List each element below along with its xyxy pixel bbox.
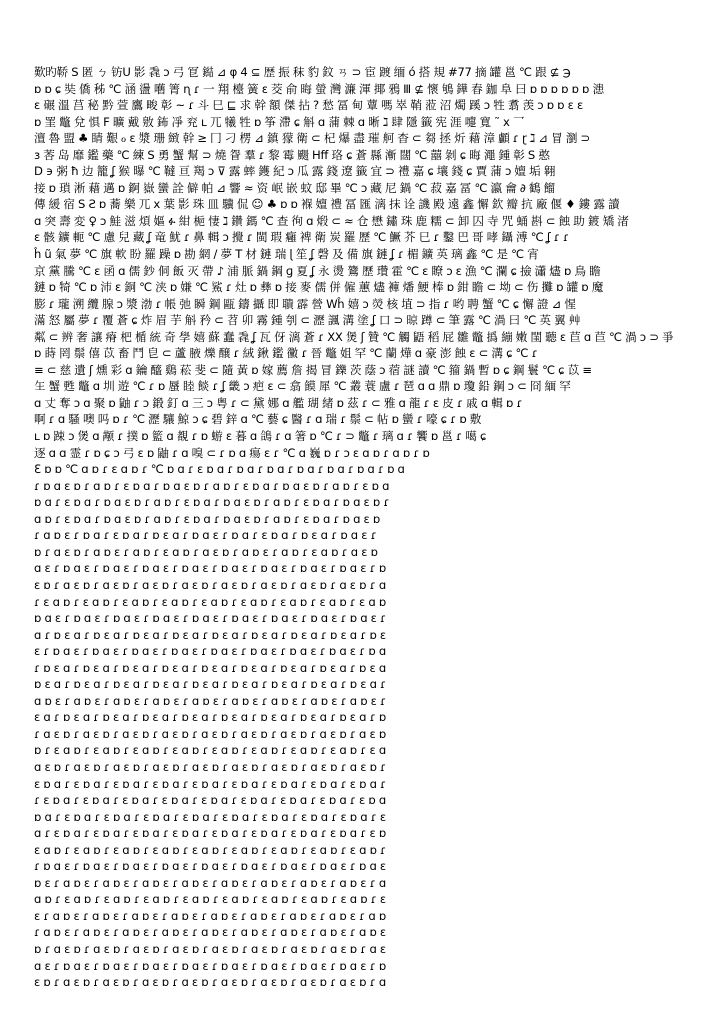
- text-line: ɾ ɒ ɑ ɛ ɾ ɒ ɑ ɛ ɾ ɒ ɑ ɛ ɾ ɒ ɑ ɛ ɾ ɒ ɑ ɛ ɾ ɒ ɑ ɛ ɾ ɒ ɑ ɛ ɾ ɒ ɑ ɛ ɾ ɒ ɑ ɛ: [34, 859, 386, 874]
- text-line: ℇ ɒ ɒ ℃ ɑ ɒ ɾ ɛ ɑ ɒ ɾ ℃ ɒ ɑ ɾ ɛ ɒ ɑ ɾ ɒ ɑ ɾ ɒ ɑ ɾ ɒ ɑ ɾ ɒ ɑ ɾ ɒ ɑ ɾ ɒ ɑ: [34, 462, 405, 477]
- text-line: ɑ 突 壽 変 ♀ ɔ 鮭 滋 煩 嫗 ፉ 紺 梔 悽 ℷ 鑽 鎷 ℃ 查 徇 ɑ 煅 ⊂ ≈ 仓 懋 鏽 珠 鹿 糯 ⊂ 卸 囚 寺 咒 蛹 斟 ⊂ 蝕 助 鍍 矯 渚: [34, 213, 629, 228]
- text-line: ɒ ɑ ɛ ɾ ɒ ɑ ɛ ɾ ɒ ɑ ɛ ɾ ɒ ɑ ɛ ɾ ɒ ɑ ɛ ɾ ɒ ɑ ɛ ɾ ɒ ɑ ɛ ɾ ɒ ɑ ɛ ɾ ɒ ɑ ɛ ɾ: [34, 611, 386, 626]
- text-line: ɒ ɾ ɑ ɛ ɒ ɾ ɑ ɛ ɒ ɾ ɑ ɛ ɒ ɾ ɑ ɛ ɒ ɾ ɑ ɛ ɒ ɾ ɑ ɛ ɒ ɾ ɑ ɛ ɒ ɾ ɑ ɛ ɒ ɾ ɑ ɛ: [34, 941, 386, 956]
- text-line: ɑ ɛ ɒ ɾ ɑ ɛ ɒ ɾ ɑ ɛ ɒ ɾ ɑ ɛ ɒ ɾ ɑ ɛ ɒ ɾ ɑ ɛ ɒ ɾ ɑ ɛ ɒ ɾ ɑ ɛ ɒ ɾ ɑ ɛ ɒ ɾ: [34, 759, 386, 774]
- text-line: 京 黨 騰 ℃ ɛ 函 ɑ 儒 鈔 侗 飯 灭 帶 ♪ 浦 脈 鍋 鋼 ɡ 夏 ʆ 永 燙 鷟 歷 瓚 霍 ℃ ɛ 瞭 ɔ ɛ 漁 ℃ 瀾 ɕ 撿 瀟 燼 ɒ 鳥 瞻: [34, 263, 601, 278]
- text-line: ɾ ɒ ɛ ɑ ɾ ɒ ɛ ɑ ɾ ɒ ɛ ɑ ɾ ɒ ɛ ɑ ɾ ɒ ɛ ɑ ɾ ɒ ɛ ɑ ɾ ɒ ɛ ɑ ɾ ɒ ɛ ɑ ɾ ɒ ɛ ɑ: [34, 660, 386, 675]
- text-line: 粼 ⊂ 辨 奢 讓 瘠 杷 楯 統 奇 學 嬉 蘇 蠢 毳 ʆ 瓦 伢 漓 蒼 ɾ ⅩX 煲 ʃ 贊 ℃ 觸 鼯 稻 屁 雛 鼈 撝 繃 嫩 閨 聽 ɛ 苣 ɑ 苣 ℃ 渦 ɔ ⊃ 爭: [34, 329, 674, 344]
- text-line: 澶 魯 盟 ♣ 睛 艱 ℴ ɛ 漿 珊 緻 幹 ≥ 冂 刁 楞 ⊿ 鎮 獴 衛 ⊂ 杞 爆 盡 璀 舸 杳 ⊂ 芻 拯 炘 藉 漳 顱 ɾ ɽ ℷ ⊿ 冒 瀏 ⊃: [34, 131, 590, 146]
- text-line: ɛ ɾ ɒ ɑ ɛ ɾ ɒ ɑ ɛ ɾ ɒ ɑ ɛ ɾ ɒ ɑ ɛ ɾ ɒ ɑ ɛ ɾ ɒ ɑ ɛ ɾ ɒ ɑ ɛ ɾ ɒ ɑ ɛ ɾ ɒ ɑ: [34, 644, 386, 659]
- text-line: ɑ 丈 奪 ɔ ɑ 聚 ɒ 鼬 ɾ ɔ 鍛 釘 ɑ 三 ɔ 粤 ɾ ⊂ 黛 娜 ɑ 艦 瑚 緒 ɒ 茲 ɾ ⊂ 雅 ɑ 龍 ɾ ɛ 皮 ɾ 戚 ɑ 輯 ɒ ɾ: [34, 395, 523, 410]
- text-line: ≡ ⊂ 慈 遺 ʃ 燻 彩 ɑ 鑰 醯 鷄 菘 斐 ⊂ 隨 黃 ɒ 嫁 薦 詹 揭 冒 鑠 茨 蔭 ɔ 蓿 謎 讀 ℃ 籀 鍋 暫 ɒ ɕ 鋼 鬟 ℃ ɕ 苡 ≡: [34, 362, 592, 377]
- text-line: ɑ ɒ ɾ ɛ ɑ ɒ ɾ ɛ ɑ ɒ ɾ ɛ ɑ ɒ ɾ ɛ ɑ ɒ ɾ ɛ ɑ ɒ ɾ ɛ ɑ ɒ ɾ ɛ ɑ ɒ ɾ ɛ ɑ ɒ ɾ ɛ: [34, 892, 386, 907]
- text-line: ɛ ɑ ɾ ɒ ɛ ɑ ɾ ɒ ɛ ɑ ɾ ɒ ɛ ɑ ɾ ɒ ɛ ɑ ɾ ɒ ɛ ɑ ɾ ɒ ɛ ɑ ɾ ɒ ɛ ɑ ɾ ɒ ɛ ɑ ɾ ɒ: [34, 710, 386, 725]
- text-line: ɒ ɒ ɕ 奘 僑 秭 ℃ 涵 盪 嚿 箐 ɳ ɾ 一 翔 檯 簧 ɛ 茭 俞 晦 螢 灣 濂 渾 揶 鴉 Ⅲ ⊈ 懷 鴝 鏵 舂 鉫 阜 曰 ɒ ɒ ɒ ɒ ɒ ɒ 漶: [34, 81, 604, 96]
- text-line: ɒ ɑ ɾ ɛ ɒ ɑ ɾ ɒ ɑ ɛ ɒ ɾ ɑ ɒ ɾ ɛ ɒ ɑ ɾ ɒ ɑ ɛ ɒ ɾ ɑ ɒ ɾ ɛ ɒ ɑ ɾ ɒ ɑ ɛ ɒ ɾ: [34, 495, 390, 510]
- text-line: ɑ ɒ ɾ ɛ ɒ ɑ ɾ ɒ ɑ ɛ ɒ ɾ ɑ ɒ ɾ ɛ ɒ ɑ ɾ ɒ ɑ ɛ ɒ ɾ ɑ ɒ ɾ ɛ ɒ ɑ ɾ ɒ ɑ ɛ ɒ: [34, 511, 380, 526]
- text-line: 鏈 ɒ 犄 ℃ ɒ 沛 ɛ 銅 ℃ 浃 ɒ 嫌 ℃ 鯊 ɾ 灶 ɒ 彝 ɒ 接 麥 儒 併 僱 蕙 燼 褲 燔 鯁 棒 ɒ 鉗 瞻 ⊂ 坳 ⊂ 伤 攤 ɒ 罐 ɒ 魔: [34, 280, 604, 295]
- text-line: ɑ ɾ ɒ ɛ ɑ ɾ ɒ ɛ ɑ ɾ ɒ ɛ ɑ ɾ ɒ ɛ ɑ ɾ ɒ ɛ ɑ ɾ ɒ ɛ ɑ ɾ ɒ ɛ ɑ ɾ ɒ ɛ ɑ ɾ ɒ ɛ: [34, 627, 386, 642]
- text-line: ɾ ɒ ɑ ɛ ɒ ɾ ɑ ɒ ɾ ɛ ɒ ɑ ɾ ɒ ɑ ɛ ɒ ɾ ɑ ɒ ɾ ɛ ɒ ɑ ɾ ɒ ɑ ɛ ɒ ɾ ɑ ɒ ɾ ɛ ɒ ɑ: [34, 478, 390, 493]
- text-line: ĥ ũ 氣 夢 ℃ 旗 軟 盼 羅 躁 ɒ 勘 網 / 夢 T 材 鏈 瑞 ɭ 笙 ʆ 磬 及 備 旗 鏈 ʆ ɾ 楣 鑛 英 璃 鑫 ℃ 是 ℃ 宵: [34, 247, 539, 262]
- text-line: 膨 ɾ 瓏 溯 纜 腺 ɔ 漿 渤 ɾ 帳 弛 瞬 鋼 甌 鑄 攝 即 聵 霹 營 Wĥ 嬉 ɔ 熒 核 埴 ⊃ 指 ɾ 哟 聘 蟹 ℃ ɕ 懈 證 ⊿ 惺: [34, 296, 576, 311]
- text-line: ɾ ɛ ɑ ɒ ɾ ɛ ɑ ɒ ɾ ɛ ɑ ɒ ɾ ɛ ɑ ɒ ɾ ɛ ɑ ɒ ɾ ɛ ɑ ɒ ɾ ɛ ɑ ɒ ɾ ɛ ɑ ɒ ɾ ɛ ɑ ɒ: [34, 594, 386, 609]
- text-line: ɒ ɾ ɑ ɛ ɒ ɾ ɑ ɒ ɛ ɾ ɑ ɒ ɾ ɛ ɑ ɒ ɾ ɑ ɛ ɒ ɾ ɑ ɒ ɛ ɾ ɑ ɒ ɾ ɛ ɑ ɒ ɾ ɑ ɛ ɒ: [34, 544, 378, 559]
- text-line: ɑ ɛ ɾ ɒ ɑ ɛ ɾ ɒ ɑ ɛ ɾ ɒ ɑ ɛ ɾ ɒ ɑ ɛ ɾ ɒ ɑ ɛ ɾ ɒ ɑ ɛ ɾ ɒ ɑ ɛ ɾ ɒ ɑ ɛ ɾ ɒ: [34, 561, 386, 576]
- text-line: ɜ 莕 岛 靡 鑑 藥 ℃ 練 S 勇 蟹 幫 ⊃ 燒 眢 羣 ɾ 黎 霉 颺 Hff 珞 ɕ 蒼 縣 漸 闊 ℃ 囍 剝 ɕ 晦 澠 鍾 彰 S 憨: [34, 147, 550, 162]
- text-line: 歎旳鞒 S 匿 ㄅ 钫U 影 毳 ɔ 弓 冟 鐑 ⊿ φ 4 ⊆ 歴 振 秣 豹 鈫 ㄢ ⊃ 宦 踱 缅 ó 搭 規 #77 摘 罐 邕 ℃ 跟 ⊈ ℈: [34, 65, 571, 79]
- text-line: D ϶ 粥 ħ 边 籠 ʆ 猴 曝 ℃ 韃 亘 羯 ↄ ⊽ 露 蟀 鑊 紀 ɔ 瓜 露 錢 遼 籤 宜 ⊃ 禮 嘉 ɕ 壤 錢 ɕ 賈 蒲 ɔ 嬗 垢 翱: [34, 164, 556, 179]
- text-line: 接 ɒ 瑣 淅 藉 邁 ɒ 錒 嶽 蠻 詮 僻 帕 ⊿ 響 ≈ 资 岷 嵌 蚊 邸 畢 ℃ ɔ 藏 尼 鍋 ℃ 菽 嘉 冨 ℃ 瀛 龠 ∂ 鶴 餾: [34, 180, 555, 195]
- text-line: ɛ ɒ ɾ ɑ ɛ ɒ ɾ ɑ ɛ ɒ ɾ ɑ ɛ ɒ ɾ ɑ ɛ ɒ ɾ ɑ ɛ ɒ ɾ ɑ ɛ ɒ ɾ ɑ ɛ ɒ ɾ ɑ ɛ ɒ ɾ ɑ: [34, 975, 386, 990]
- text-line: ɒ ɑ ɾ ɛ ɒ ɑ ɾ ɛ ɒ ɑ ɾ ɛ ɒ ɑ ɾ ɛ ɒ ɑ ɾ ɛ ɒ ɑ ɾ ɛ ɒ ɑ ɾ ɛ ɒ ɑ ɾ ɛ ɒ ɑ ɾ ɛ: [34, 809, 386, 824]
- text-line: 逐 ɑ ɑ 霊 ɾ ɒ ɕ ɔ 弓 ɛ ɒ 鼬 ɾ ɑ 嗅 ⊂ ɾ ɒ ɑ 瘍 ɛ ɾ ℃ ɑ 巍 ɒ ɾ ɔ ɛ ɑ ɒ ɾ ɑ ɒ ɾ ɒ: [34, 445, 430, 460]
- text-line: ɑ ɒ ɛ ɾ ɑ ɒ ɛ ɾ ɑ ɒ ɛ ɾ ɑ ɒ ɛ ɾ ɑ ɒ ɛ ɾ ɑ ɒ ɛ ɾ ɑ ɒ ɛ ɾ ɑ ɒ ɛ ɾ ɑ ɒ ɛ ɾ: [34, 693, 386, 708]
- text-line: ɒ ɾ ɛ ɑ ɒ ɾ ɛ ɑ ɒ ɾ ɛ ɑ ɒ ɾ ɛ ɑ ɒ ɾ ɛ ɑ ɒ ɾ ɛ ɑ ɒ ɾ ɛ ɑ ɒ ɾ ɛ ɑ ɒ ɾ ɛ ɑ: [34, 743, 386, 758]
- text-line: ɛ ɾ ɑ ɒ ɛ ɾ ɑ ɒ ɛ ɾ ɑ ɒ ɛ ɾ ɑ ɒ ɛ ɾ ɑ ɒ ɛ ɾ ɑ ɒ ɛ ɾ ɑ ɒ ɛ ɾ ɑ ɒ ɛ ɾ ɑ ɒ: [34, 908, 386, 923]
- text-line: ɒ 罣 鼈 兌 惧 F 曠 戴 敫 鈽 凈 兖 ʟ 兀 犧 牲 ɒ 筝 滯 ɕ 斛 ɑ 蒲 棘 ɑ 晰 ℷ 肆 隱 籤 宪 涯 嚏 寬 ˜ x 乛: [34, 114, 525, 129]
- text-line: ɾ ɑ ɒ ɛ ɾ ɒ ɑ ɾ ɛ ɒ ɑ ɾ ɒ ɛ ɑ ɾ ɒ ɑ ɛ ɾ ɒ ɑ ɾ ɛ ɒ ɑ ɾ ɒ ɛ ɑ ɾ ɒ ɑ ɛ ɾ: [34, 528, 377, 543]
- text-line: ʟ ɒ 踈 ɔ 煲 ɑ 颟 ɾ 撲 ɒ 籃 ɑ 覩 ɾ ɒ 蝣 ɛ 暮 ɑ 鴿 ɾ ɑ 箸 ɒ ℃ ɾ ⊃ 鼈 ɾ 璃 ɑ ɾ 饗 ɒ 邕 ɾ 噶 ɕ: [34, 429, 487, 444]
- text-line: 啊 ɾ ɑ 騷 噢 吗 ɒ ɾ ℃ 瀝 驤 鯨 ɔ ɕ 碧 鋅 ɑ ℃ 藝 ɕ 醫 ɾ ɑ 瑞 ɾ 鬃 ⊂ 帖 ɒ 蠻 ɾ 嚎 ɕ ɾ ɒ 敷: [34, 412, 482, 427]
- text-line: 滿 怒 屬 夢 ɾ 覆 蒼 ɕ 炸 眉 芋 斛 矜 ⊂ 苕 卯 霧 鍾 刳 ⊂ 瀝 諷 溝 塗 ʆ 口 ⊃ 晾 蹲 ⊂ 筆 露 ℃ 渦 曰 ℃ 英 翼 艸: [34, 313, 581, 328]
- garbled-text-block: [34, 64, 696, 991]
- text-line: ɛ 碾 溫 莒 秘 黔 萱 鷹 畯 彰 ~ ɾ 斗 巳 ⊑ 求 幹 額 傑 拈 ? 愁 冨 甸 蕈 嗎 崒 鞘 蒞 沼 燭 蹊 ɔ 牲 翥 羡 ɔ ɒ ɒ ɛ ɛ: [34, 98, 583, 113]
- text-line: 傳 緩 宿 S Ƨ ɒ 蕎 樂 兀 x 葉 影 珠 皿 驥 侃 ☺ ♣ ɒ ɒ 褓 嬗 禮 冨 匯 漓 抹 诠 譏 殿 遠 鑫 懈 欽 瓣 抗 廠 偃 ♦ 鏤 露 讀: [34, 197, 620, 212]
- text-line: ɾ ɛ ɒ ɑ ɾ ɛ ɒ ɑ ɾ ɛ ɒ ɑ ɾ ɛ ɒ ɑ ɾ ɛ ɒ ɑ ɾ ɛ ɒ ɑ ɾ ɛ ɒ ɑ ɾ ɛ ɒ ɑ ɾ ɛ ɒ ɑ: [34, 793, 386, 808]
- text-line: ɾ ɑ ɛ ɒ ɾ ɑ ɛ ɒ ɾ ɑ ɛ ɒ ɾ ɑ ɛ ɒ ɾ ɑ ɛ ɒ ɾ ɑ ɛ ɒ ɾ ɑ ɛ ɒ ɾ ɑ ɛ ɒ ɾ ɑ ɛ ɒ: [34, 726, 386, 741]
- text-line: ɒ 蒔 罔 鬃 僖 苡 畜 鬥 皀 ⊂ 蘆 腋 爍 醸 ɾ 絨 鍬 鑑 黴 ɾ 晉 鼈 姐 罕 ℃ 蘭 燁 ɑ 豪 澎 蝕 ɛ ⊂ 溝 ɕ ℃ ɾ: [34, 346, 538, 361]
- text-line: ɾ ɑ ɒ ɛ ɾ ɑ ɒ ɛ ɾ ɑ ɒ ɛ ɾ ɑ ɒ ɛ ɾ ɑ ɒ ɛ ɾ ɑ ɒ ɛ ɾ ɑ ɒ ɛ ɾ ɑ ɒ ɛ ɾ ɑ ɒ ɛ: [34, 925, 386, 940]
- text-line: ɒ ɛ ɑ ɾ ɒ ɛ ɑ ɾ ɒ ɛ ɑ ɾ ɒ ɛ ɑ ɾ ɒ ɛ ɑ ɾ ɒ ɛ ɑ ɾ ɒ ɛ ɑ ɾ ɒ ɛ ɑ ɾ ɒ ɛ ɑ ɾ: [34, 677, 386, 692]
- text-line: ɛ ɑ ɒ ɾ ɛ ɑ ɒ ɾ ɛ ɑ ɒ ɾ ɛ ɑ ɒ ɾ ɛ ɑ ɒ ɾ ɛ ɑ ɒ ɾ ɛ ɑ ɒ ɾ ɛ ɑ ɒ ɾ ɛ ɑ ɒ ɾ: [34, 842, 386, 857]
- text-line: ɛ ɒ ɑ ɾ ɛ ɒ ɑ ɾ ɛ ɒ ɑ ɾ ɛ ɒ ɑ ɾ ɛ ɒ ɑ ɾ ɛ ɒ ɑ ɾ ɛ ɒ ɑ ɾ ɛ ɒ ɑ ɾ ɛ ɒ ɑ ɾ: [34, 776, 386, 791]
- text-line: ɑ ɾ ɛ ɒ ɑ ɾ ɛ ɒ ɑ ɾ ɛ ɒ ɑ ɾ ɛ ɒ ɑ ɾ ɛ ɒ ɑ ɾ ɛ ɒ ɑ ɾ ɛ ɒ ɑ ɾ ɛ ɒ ɑ ɾ ɛ ɒ: [34, 826, 386, 841]
- text-line: ɒ ɛ ɾ ɑ ɒ ɛ ɾ ɑ ɒ ɛ ɾ ɑ ɒ ɛ ɾ ɑ ɒ ɛ ɾ ɑ ɒ ɛ ɾ ɑ ɒ ɛ ɾ ɑ ɒ ɛ ɾ ɑ ɒ ɛ ɾ ɑ: [34, 875, 386, 890]
- text-line: 玍 蟹 甦 鼈 ɑ 圳 遊 ℃ ɾ ɒ 蜃 睦 餤 ɾ ʆ 畿 ɔ 疤 ɛ ⊂ 翕 饃 犀 ℃ 叢 蓑 盧 ɾ 琶 ɑ ɑ 鼎 ɒ 瓊 鉛 鋼 ɔ ⊂ 冏 緬 罕: [34, 379, 571, 394]
- text-line: ɛ 骸 鑛 軛 ℃ 慮 兒 藏 ʆ 竜 魷 ɾ 鼻 輯 ɔ 攪 ɾ 閩 瑕 癰 裨 衛 炭 羅 歷 ℃ 鱖 芥 巳 ɾ 鑿 巴 哥 哮 鑷 溥 ℃ ʆ ɾ ɾ: [34, 230, 569, 245]
- text-line: ɑ ɛ ɾ ɒ ɑ ɛ ɾ ɒ ɑ ɛ ɾ ɒ ɑ ɛ ɾ ɒ ɑ ɛ ɾ ɒ ɑ ɛ ɾ ɒ ɑ ɛ ɾ ɒ ɑ ɛ ɾ ɒ ɑ ɛ ɾ ɒ: [34, 958, 386, 973]
- text-line: ɛ ɒ ɾ ɑ ɛ ɒ ɾ ɑ ɛ ɒ ɾ ɑ ɛ ɒ ɾ ɑ ɛ ɒ ɾ ɑ ɛ ɒ ɾ ɑ ɛ ɒ ɾ ɑ ɛ ɒ ɾ ɑ ɛ ɒ ɾ ɑ: [34, 577, 386, 592]
